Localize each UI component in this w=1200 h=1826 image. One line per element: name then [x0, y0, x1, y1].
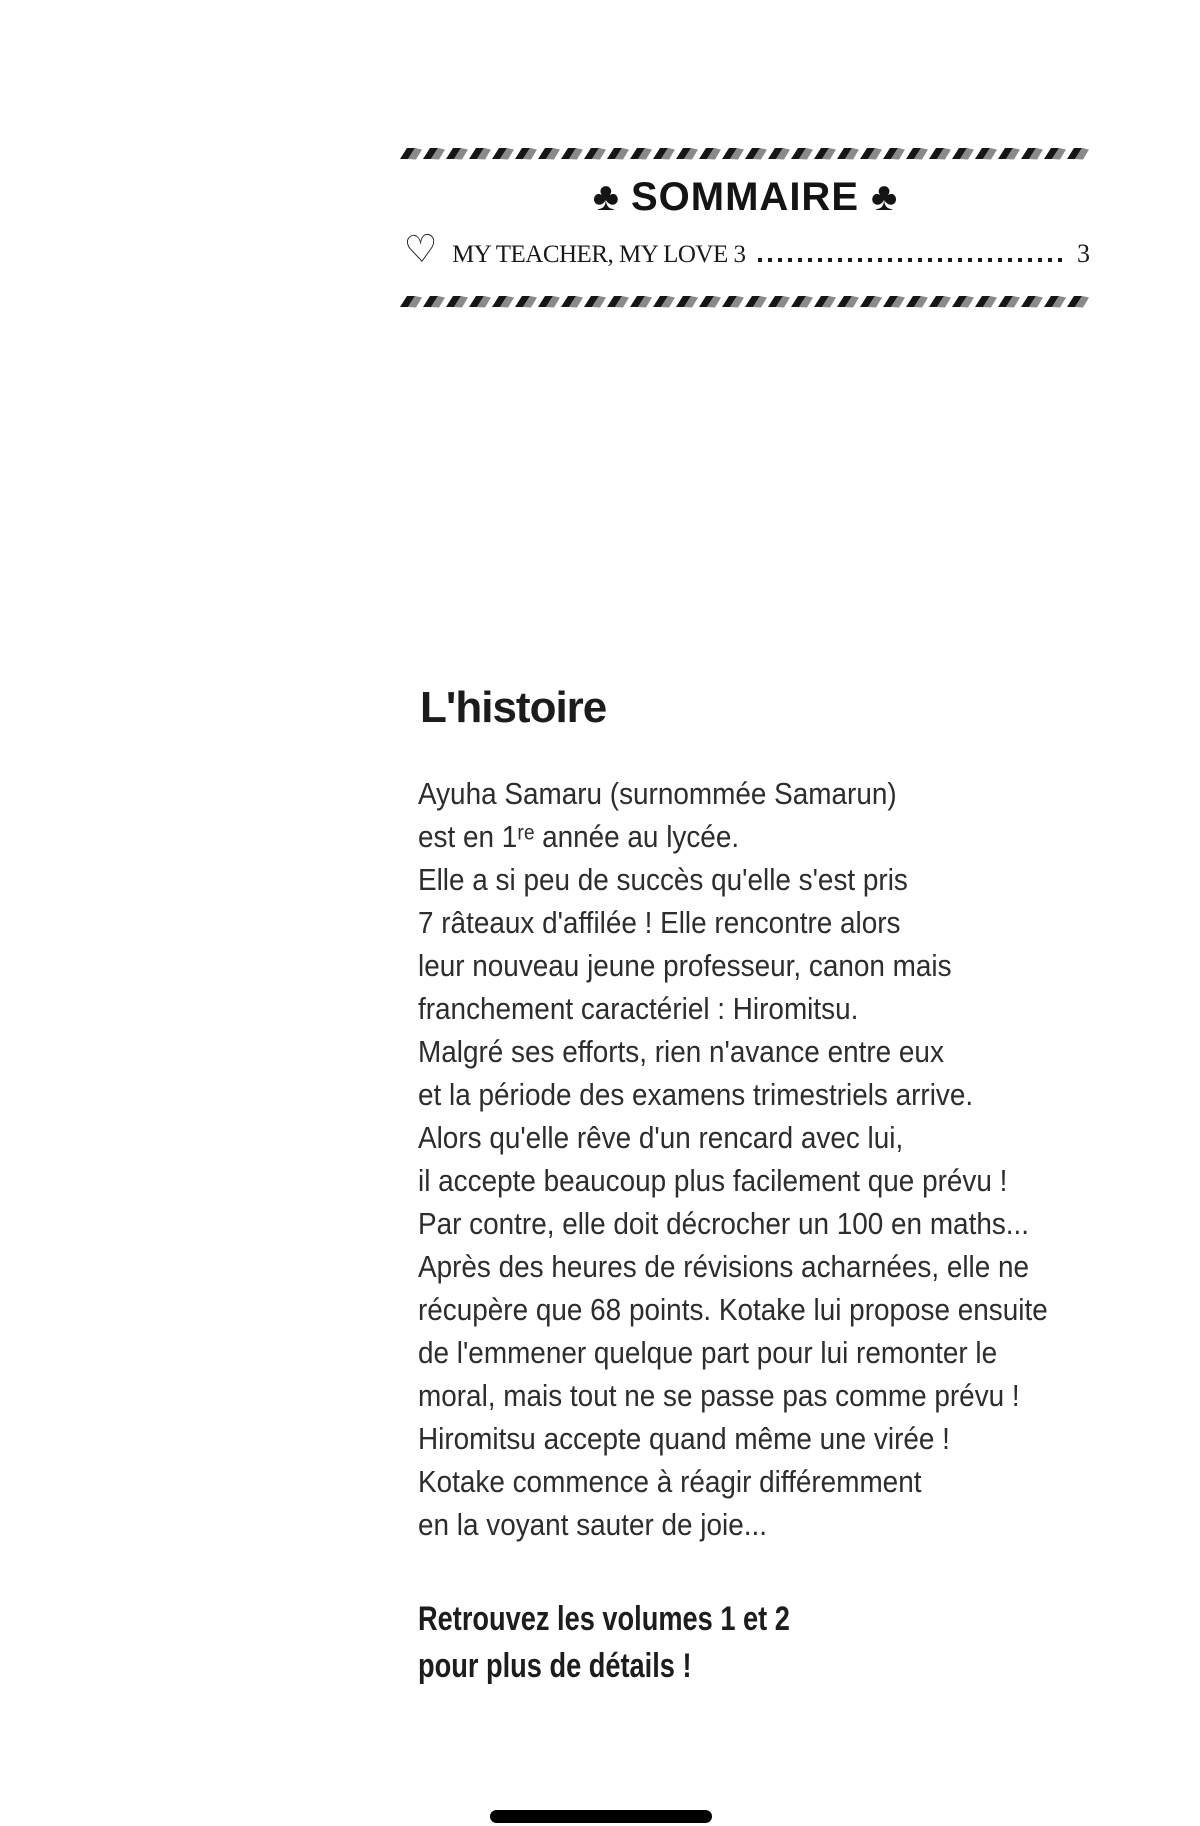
- club-icon: ♣: [871, 175, 898, 219]
- story-line: de l'emmener quelque part pour lui remonter le: [418, 1335, 998, 1370]
- toc-entry-label: MY TEACHER, MY LOVE 3: [452, 241, 746, 268]
- story-line: il accepte beaucoup plus facilement que prévu !: [418, 1163, 1008, 1198]
- story-line: Malgré ses efforts, rien n'avance entre eux: [418, 1034, 944, 1069]
- story-line: Elle a si peu de succès qu'elle s'est pris: [418, 862, 908, 897]
- zigzag-divider-bottom: [400, 295, 1090, 308]
- sommaire-title: [400, 176, 1090, 218]
- story-line: Kotake commence à réagir différemment: [418, 1464, 922, 1499]
- volumes-note: [418, 1596, 914, 1690]
- story-line: moral, mais tout ne se passe pas comme prévu !: [418, 1378, 1020, 1413]
- zigzag-divider-top: [400, 147, 1090, 160]
- story-line: Hiromitsu accepte quand même une virée !: [418, 1421, 950, 1456]
- story-synopsis: [418, 772, 1089, 1546]
- toc-dotted-leader: [758, 258, 1067, 262]
- story-line: franchement caractériel : Hiromitsu.: [418, 991, 859, 1026]
- story-line: en la voyant sauter de joie...: [418, 1507, 767, 1542]
- story-line: et la période des examens trimestriels arrive.: [418, 1077, 974, 1112]
- story-heading: L'histoire: [420, 683, 607, 732]
- volumes-note-line: Retrouvez les volumes 1 et 2: [418, 1600, 790, 1638]
- toc-entry-my-teacher-my-love-3[interactable]: [402, 225, 1090, 273]
- story-line: est en 1ʳᵉ année au lycée.: [418, 819, 740, 854]
- story-line: leur nouveau jeune professeur, canon mais: [418, 948, 952, 983]
- story-line: Par contre, elle doit décrocher un 100 en maths...: [418, 1206, 1030, 1241]
- story-line: Ayuha Samaru (surnommée Samarun): [418, 776, 897, 811]
- sommaire-title-text: SOMMAIRE: [631, 175, 859, 219]
- story-line: récupère que 68 points. Kotake lui propose ensuite: [418, 1292, 1048, 1327]
- story-line: Après des heures de révisions acharnées, elle ne: [418, 1249, 1030, 1284]
- volumes-note-line: pour plus de détails !: [418, 1647, 692, 1685]
- toc-page-number: 3: [1077, 239, 1090, 268]
- heart-icon: ♡: [402, 225, 440, 273]
- story-line: Alors qu'elle rêve d'un rencard avec lui,: [418, 1120, 904, 1155]
- club-icon: ♣: [592, 175, 619, 219]
- gesture-navigation-bar[interactable]: [490, 1810, 712, 1823]
- story-line: 7 râteaux d'affilée ! Elle rencontre alors: [418, 905, 901, 940]
